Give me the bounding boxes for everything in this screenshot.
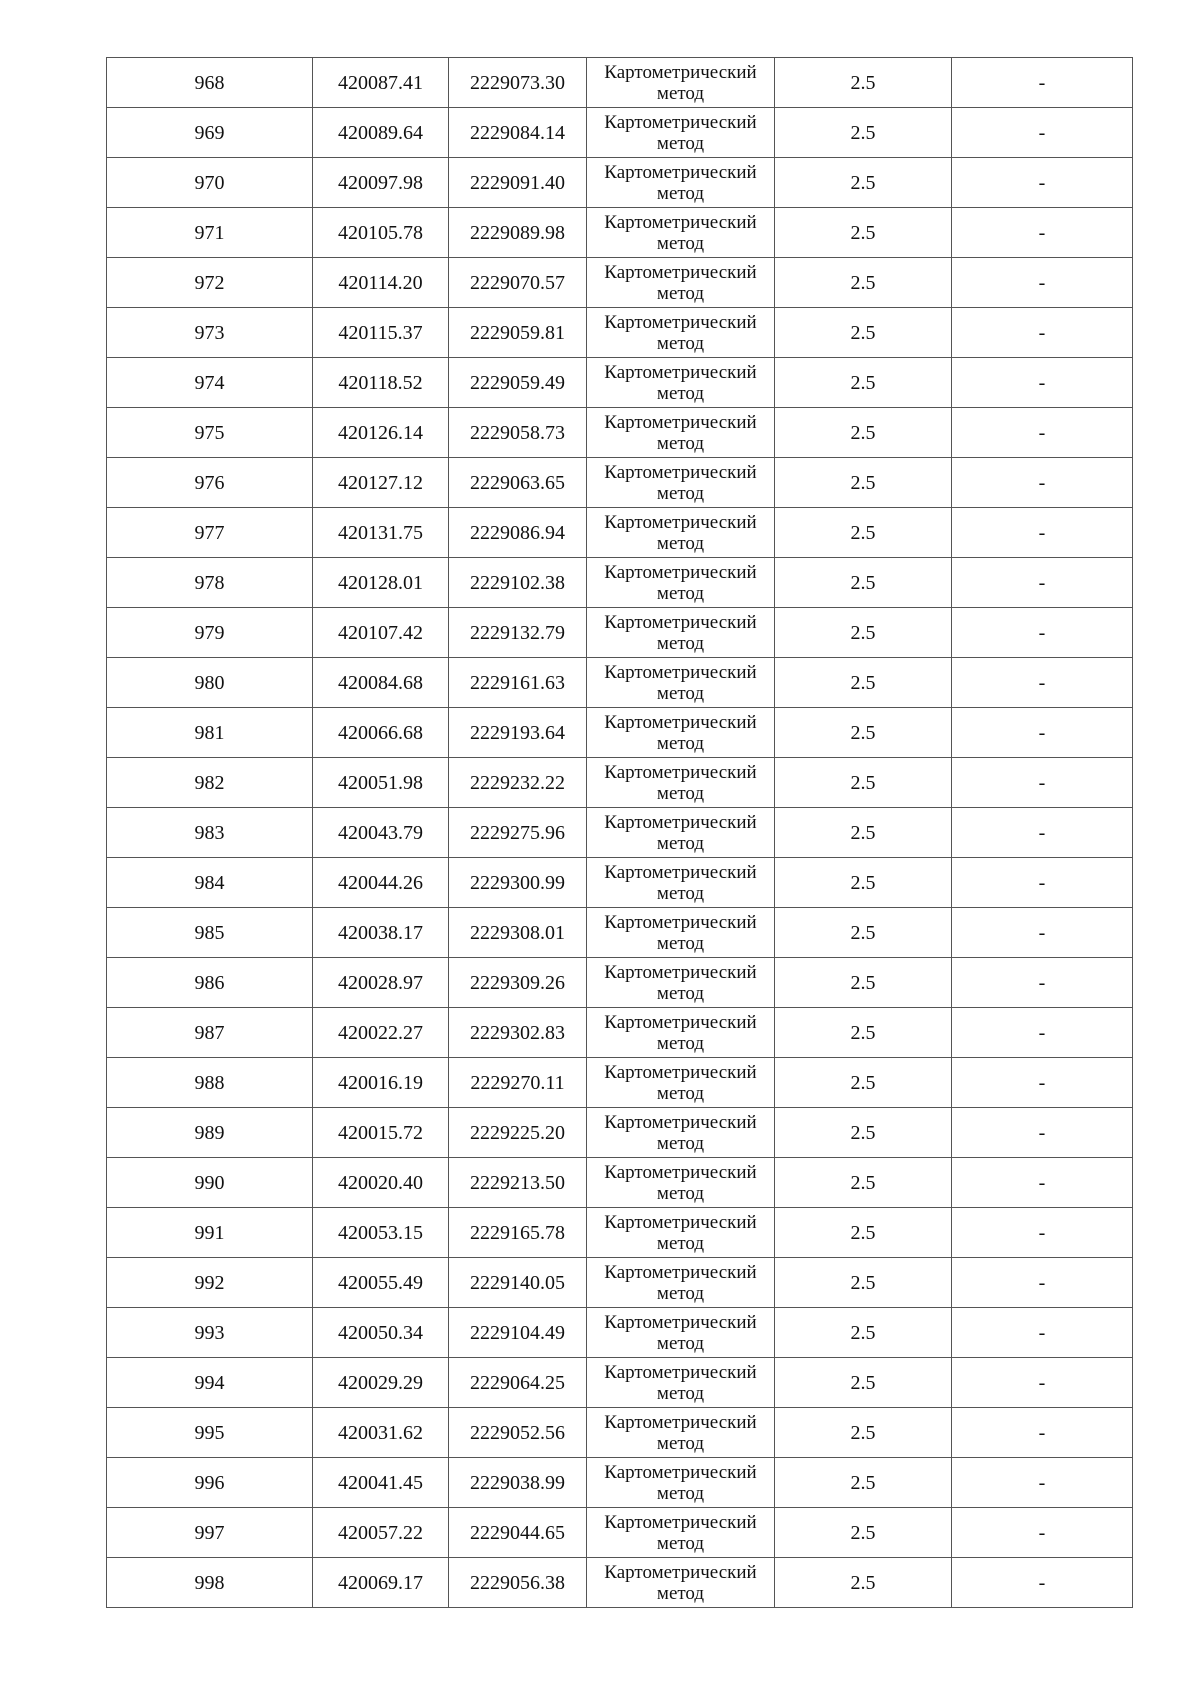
note-cell: - [952, 458, 1133, 508]
y-coordinate-cell: 2229309.26 [449, 958, 587, 1008]
note-cell: - [952, 258, 1133, 308]
accuracy-cell: 2.5 [775, 458, 952, 508]
accuracy-cell: 2.5 [775, 858, 952, 908]
method-line-2: метод [656, 932, 705, 954]
method-line-1: Картометрический [604, 61, 757, 83]
method-cell [587, 1058, 775, 1108]
x-coordinate-cell: 420066.68 [313, 708, 449, 758]
method-line-2: метод [656, 1432, 705, 1454]
x-coordinate-cell: 420053.15 [313, 1208, 449, 1258]
accuracy-cell: 2.5 [775, 408, 952, 458]
note-cell: - [952, 358, 1133, 408]
accuracy-cell: 2.5 [775, 1408, 952, 1458]
method-line-1: Картометрический [604, 1261, 757, 1283]
note-cell: - [952, 908, 1133, 958]
x-coordinate-cell: 420015.72 [313, 1108, 449, 1158]
point-number-cell: 974 [107, 358, 313, 408]
table-row [107, 1008, 1133, 1058]
y-coordinate-cell: 2229063.65 [449, 458, 587, 508]
table-row [107, 258, 1133, 308]
x-coordinate-cell: 420031.62 [313, 1408, 449, 1458]
x-coordinate-cell: 420050.34 [313, 1308, 449, 1358]
note-cell: - [952, 1508, 1133, 1558]
note-cell: - [952, 1358, 1133, 1408]
method-line-2: метод [656, 782, 705, 804]
accuracy-cell: 2.5 [775, 58, 952, 108]
point-number-cell: 989 [107, 1108, 313, 1158]
accuracy-cell: 2.5 [775, 708, 952, 758]
point-number-cell: 980 [107, 658, 313, 708]
method-cell [587, 308, 775, 358]
method-line-2: метод [656, 1232, 705, 1254]
y-coordinate-cell: 2229104.49 [449, 1308, 587, 1358]
note-cell: - [952, 1308, 1133, 1358]
method-cell [587, 408, 775, 458]
note-cell: - [952, 958, 1133, 1008]
table-row [107, 108, 1133, 158]
table-row [107, 808, 1133, 858]
method-line-1: Картометрический [604, 1011, 757, 1033]
y-coordinate-cell: 2229225.20 [449, 1108, 587, 1158]
y-coordinate-cell: 2229064.25 [449, 1358, 587, 1408]
table-row [107, 1358, 1133, 1408]
table-row [107, 558, 1133, 608]
note-cell: - [952, 1458, 1133, 1508]
y-coordinate-cell: 2229059.49 [449, 358, 587, 408]
method-line-1: Картометрический [604, 361, 757, 383]
method-cell [587, 908, 775, 958]
point-number-cell: 975 [107, 408, 313, 458]
note-cell: - [952, 858, 1133, 908]
method-line-1: Картометрический [604, 411, 757, 433]
x-coordinate-cell: 420087.41 [313, 58, 449, 108]
note-cell: - [952, 608, 1133, 658]
accuracy-cell: 2.5 [775, 1058, 952, 1108]
point-number-cell: 972 [107, 258, 313, 308]
method-line-2: метод [656, 282, 705, 304]
note-cell: - [952, 58, 1133, 108]
note-cell: - [952, 708, 1133, 758]
y-coordinate-cell: 2229102.38 [449, 558, 587, 608]
table-row [107, 758, 1133, 808]
accuracy-cell: 2.5 [775, 608, 952, 658]
method-cell [587, 1008, 775, 1058]
method-cell [587, 1408, 775, 1458]
method-line-1: Картометрический [604, 611, 757, 633]
y-coordinate-cell: 2229086.94 [449, 508, 587, 558]
note-cell: - [952, 1108, 1133, 1158]
x-coordinate-cell: 420043.79 [313, 808, 449, 858]
method-line-2: метод [656, 532, 705, 554]
method-line-1: Картометрический [604, 1311, 757, 1333]
point-number-cell: 968 [107, 58, 313, 108]
y-coordinate-cell: 2229193.64 [449, 708, 587, 758]
table-row [107, 1158, 1133, 1208]
x-coordinate-cell: 420107.42 [313, 608, 449, 658]
method-line-1: Картометрический [604, 1361, 757, 1383]
y-coordinate-cell: 2229302.83 [449, 1008, 587, 1058]
point-number-cell: 988 [107, 1058, 313, 1108]
accuracy-cell: 2.5 [775, 308, 952, 358]
note-cell: - [952, 1158, 1133, 1208]
point-number-cell: 977 [107, 508, 313, 558]
y-coordinate-cell: 2229052.56 [449, 1408, 587, 1458]
accuracy-cell: 2.5 [775, 1358, 952, 1408]
accuracy-cell: 2.5 [775, 208, 952, 258]
method-cell [587, 1458, 775, 1508]
note-cell: - [952, 1558, 1133, 1608]
method-line-1: Картометрический [604, 1411, 757, 1433]
accuracy-cell: 2.5 [775, 1008, 952, 1058]
y-coordinate-cell: 2229300.99 [449, 858, 587, 908]
x-coordinate-cell: 420022.27 [313, 1008, 449, 1058]
method-cell [587, 608, 775, 658]
note-cell: - [952, 108, 1133, 158]
method-line-2: метод [656, 232, 705, 254]
accuracy-cell: 2.5 [775, 258, 952, 308]
note-cell: - [952, 1058, 1133, 1108]
method-line-1: Картометрический [604, 1211, 757, 1233]
table-row [107, 408, 1133, 458]
table-row [107, 208, 1133, 258]
x-coordinate-cell: 420038.17 [313, 908, 449, 958]
method-line-1: Картометрический [604, 561, 757, 583]
method-line-2: метод [656, 382, 705, 404]
method-cell [587, 1158, 775, 1208]
method-line-2: метод [656, 1282, 705, 1304]
point-number-cell: 969 [107, 108, 313, 158]
method-cell [587, 1508, 775, 1558]
accuracy-cell: 2.5 [775, 1258, 952, 1308]
y-coordinate-cell: 2229089.98 [449, 208, 587, 258]
point-number-cell: 978 [107, 558, 313, 608]
method-line-2: метод [656, 632, 705, 654]
point-number-cell: 984 [107, 858, 313, 908]
table-row [107, 658, 1133, 708]
x-coordinate-cell: 420028.97 [313, 958, 449, 1008]
method-line-2: метод [656, 1482, 705, 1504]
method-line-1: Картометрический [604, 911, 757, 933]
point-number-cell: 991 [107, 1208, 313, 1258]
method-cell [587, 1358, 775, 1408]
x-coordinate-cell: 420128.01 [313, 558, 449, 608]
accuracy-cell: 2.5 [775, 108, 952, 158]
table-row [107, 158, 1133, 208]
point-number-cell: 994 [107, 1358, 313, 1408]
note-cell: - [952, 658, 1133, 708]
point-number-cell: 976 [107, 458, 313, 508]
x-coordinate-cell: 420029.29 [313, 1358, 449, 1408]
y-coordinate-cell: 2229059.81 [449, 308, 587, 358]
method-cell [587, 858, 775, 908]
table-row [107, 1408, 1133, 1458]
method-line-2: метод [656, 832, 705, 854]
point-number-cell: 985 [107, 908, 313, 958]
method-cell [587, 658, 775, 708]
x-coordinate-cell: 420089.64 [313, 108, 449, 158]
method-line-1: Картометрический [604, 811, 757, 833]
accuracy-cell: 2.5 [775, 158, 952, 208]
method-cell [587, 1308, 775, 1358]
note-cell: - [952, 158, 1133, 208]
note-cell: - [952, 508, 1133, 558]
accuracy-cell: 2.5 [775, 558, 952, 608]
method-line-2: метод [656, 332, 705, 354]
note-cell: - [952, 558, 1133, 608]
x-coordinate-cell: 420051.98 [313, 758, 449, 808]
method-line-2: метод [656, 1182, 705, 1204]
note-cell: - [952, 1258, 1133, 1308]
y-coordinate-cell: 2229091.40 [449, 158, 587, 208]
method-cell [587, 258, 775, 308]
x-coordinate-cell: 420084.68 [313, 658, 449, 708]
table-row [107, 708, 1133, 758]
point-number-cell: 998 [107, 1558, 313, 1608]
method-line-2: метод [656, 82, 705, 104]
x-coordinate-cell: 420020.40 [313, 1158, 449, 1208]
point-number-cell: 983 [107, 808, 313, 858]
table-row [107, 608, 1133, 658]
note-cell: - [952, 808, 1133, 858]
method-cell [587, 958, 775, 1008]
x-coordinate-cell: 420114.20 [313, 258, 449, 308]
note-cell: - [952, 1008, 1133, 1058]
method-cell [587, 708, 775, 758]
point-number-cell: 973 [107, 308, 313, 358]
accuracy-cell: 2.5 [775, 1458, 952, 1508]
method-line-2: метод [656, 1132, 705, 1154]
x-coordinate-cell: 420097.98 [313, 158, 449, 208]
y-coordinate-cell: 2229232.22 [449, 758, 587, 808]
note-cell: - [952, 1208, 1133, 1258]
note-cell: - [952, 408, 1133, 458]
accuracy-cell: 2.5 [775, 1208, 952, 1258]
method-line-2: метод [656, 582, 705, 604]
y-coordinate-cell: 2229275.96 [449, 808, 587, 858]
method-line-1: Картометрический [604, 1511, 757, 1533]
method-line-1: Картометрический [604, 861, 757, 883]
point-number-cell: 987 [107, 1008, 313, 1058]
point-number-cell: 993 [107, 1308, 313, 1358]
y-coordinate-cell: 2229270.11 [449, 1058, 587, 1108]
x-coordinate-cell: 420016.19 [313, 1058, 449, 1108]
x-coordinate-cell: 420126.14 [313, 408, 449, 458]
y-coordinate-cell: 2229070.57 [449, 258, 587, 308]
x-coordinate-cell: 420127.12 [313, 458, 449, 508]
method-line-2: метод [656, 182, 705, 204]
table-row [107, 1058, 1133, 1108]
accuracy-cell: 2.5 [775, 1558, 952, 1608]
coordinates-table-body [107, 58, 1133, 1608]
method-line-2: метод [656, 1032, 705, 1054]
y-coordinate-cell: 2229073.30 [449, 58, 587, 108]
method-cell [587, 458, 775, 508]
y-coordinate-cell: 2229038.99 [449, 1458, 587, 1508]
method-line-2: метод [656, 1582, 705, 1604]
method-line-1: Картометрический [604, 111, 757, 133]
point-number-cell: 992 [107, 1258, 313, 1308]
accuracy-cell: 2.5 [775, 358, 952, 408]
y-coordinate-cell: 2229161.63 [449, 658, 587, 708]
y-coordinate-cell: 2229132.79 [449, 608, 587, 658]
method-line-2: метод [656, 882, 705, 904]
point-number-cell: 990 [107, 1158, 313, 1208]
point-number-cell: 981 [107, 708, 313, 758]
y-coordinate-cell: 2229213.50 [449, 1158, 587, 1208]
method-cell [587, 208, 775, 258]
table-row [107, 1258, 1133, 1308]
point-number-cell: 986 [107, 958, 313, 1008]
y-coordinate-cell: 2229058.73 [449, 408, 587, 458]
method-line-1: Картометрический [604, 511, 757, 533]
method-cell [587, 758, 775, 808]
method-line-2: метод [656, 1382, 705, 1404]
method-line-1: Картометрический [604, 1561, 757, 1583]
method-line-1: Картометрический [604, 461, 757, 483]
accuracy-cell: 2.5 [775, 808, 952, 858]
point-number-cell: 979 [107, 608, 313, 658]
method-cell [587, 1208, 775, 1258]
accuracy-cell: 2.5 [775, 1108, 952, 1158]
method-line-1: Картометрический [604, 761, 757, 783]
table-row [107, 1458, 1133, 1508]
y-coordinate-cell: 2229165.78 [449, 1208, 587, 1258]
table-row [107, 908, 1133, 958]
table-row [107, 458, 1133, 508]
method-line-2: метод [656, 1332, 705, 1354]
method-cell [587, 808, 775, 858]
method-line-1: Картометрический [604, 1161, 757, 1183]
point-number-cell: 997 [107, 1508, 313, 1558]
y-coordinate-cell: 2229308.01 [449, 908, 587, 958]
method-line-2: метод [656, 732, 705, 754]
method-line-1: Картометрический [604, 661, 757, 683]
y-coordinate-cell: 2229084.14 [449, 108, 587, 158]
method-line-1: Картометрический [604, 261, 757, 283]
method-cell [587, 558, 775, 608]
x-coordinate-cell: 420115.37 [313, 308, 449, 358]
accuracy-cell: 2.5 [775, 908, 952, 958]
y-coordinate-cell: 2229056.38 [449, 1558, 587, 1608]
y-coordinate-cell: 2229140.05 [449, 1258, 587, 1308]
y-coordinate-cell: 2229044.65 [449, 1508, 587, 1558]
method-cell [587, 158, 775, 208]
table-row [107, 1108, 1133, 1158]
coordinates-table [106, 57, 1133, 1608]
x-coordinate-cell: 420131.75 [313, 508, 449, 558]
point-number-cell: 982 [107, 758, 313, 808]
method-line-2: метод [656, 432, 705, 454]
x-coordinate-cell: 420044.26 [313, 858, 449, 908]
table-row [107, 1208, 1133, 1258]
method-line-2: метод [656, 1082, 705, 1104]
method-line-1: Картометрический [604, 311, 757, 333]
table-row [107, 958, 1133, 1008]
method-cell [587, 1108, 775, 1158]
table-row [107, 58, 1133, 108]
method-line-1: Картометрический [604, 711, 757, 733]
method-line-1: Картометрический [604, 1461, 757, 1483]
accuracy-cell: 2.5 [775, 658, 952, 708]
method-line-1: Картометрический [604, 961, 757, 983]
method-cell [587, 108, 775, 158]
note-cell: - [952, 308, 1133, 358]
x-coordinate-cell: 420118.52 [313, 358, 449, 408]
note-cell: - [952, 1408, 1133, 1458]
point-number-cell: 970 [107, 158, 313, 208]
note-cell: - [952, 208, 1133, 258]
method-line-2: метод [656, 982, 705, 1004]
method-line-2: метод [656, 1532, 705, 1554]
method-line-1: Картометрический [604, 1061, 757, 1083]
x-coordinate-cell: 420055.49 [313, 1258, 449, 1308]
note-cell: - [952, 758, 1133, 808]
table-row [107, 358, 1133, 408]
point-number-cell: 995 [107, 1408, 313, 1458]
accuracy-cell: 2.5 [775, 1158, 952, 1208]
accuracy-cell: 2.5 [775, 1308, 952, 1358]
method-line-2: метод [656, 682, 705, 704]
method-cell [587, 358, 775, 408]
x-coordinate-cell: 420105.78 [313, 208, 449, 258]
x-coordinate-cell: 420041.45 [313, 1458, 449, 1508]
point-number-cell: 996 [107, 1458, 313, 1508]
method-line-2: метод [656, 482, 705, 504]
method-cell [587, 1258, 775, 1308]
method-cell [587, 508, 775, 558]
table-row [107, 1308, 1133, 1358]
method-cell [587, 1558, 775, 1608]
accuracy-cell: 2.5 [775, 508, 952, 558]
accuracy-cell: 2.5 [775, 758, 952, 808]
table-row [107, 858, 1133, 908]
accuracy-cell: 2.5 [775, 1508, 952, 1558]
method-line-1: Картометрический [604, 1111, 757, 1133]
x-coordinate-cell: 420057.22 [313, 1508, 449, 1558]
method-line-1: Картометрический [604, 211, 757, 233]
x-coordinate-cell: 420069.17 [313, 1558, 449, 1608]
method-line-2: метод [656, 132, 705, 154]
table-row [107, 1508, 1133, 1558]
accuracy-cell: 2.5 [775, 958, 952, 1008]
table-row [107, 508, 1133, 558]
table-row [107, 308, 1133, 358]
table-row [107, 1558, 1133, 1608]
method-cell [587, 58, 775, 108]
point-number-cell: 971 [107, 208, 313, 258]
method-line-1: Картометрический [604, 161, 757, 183]
